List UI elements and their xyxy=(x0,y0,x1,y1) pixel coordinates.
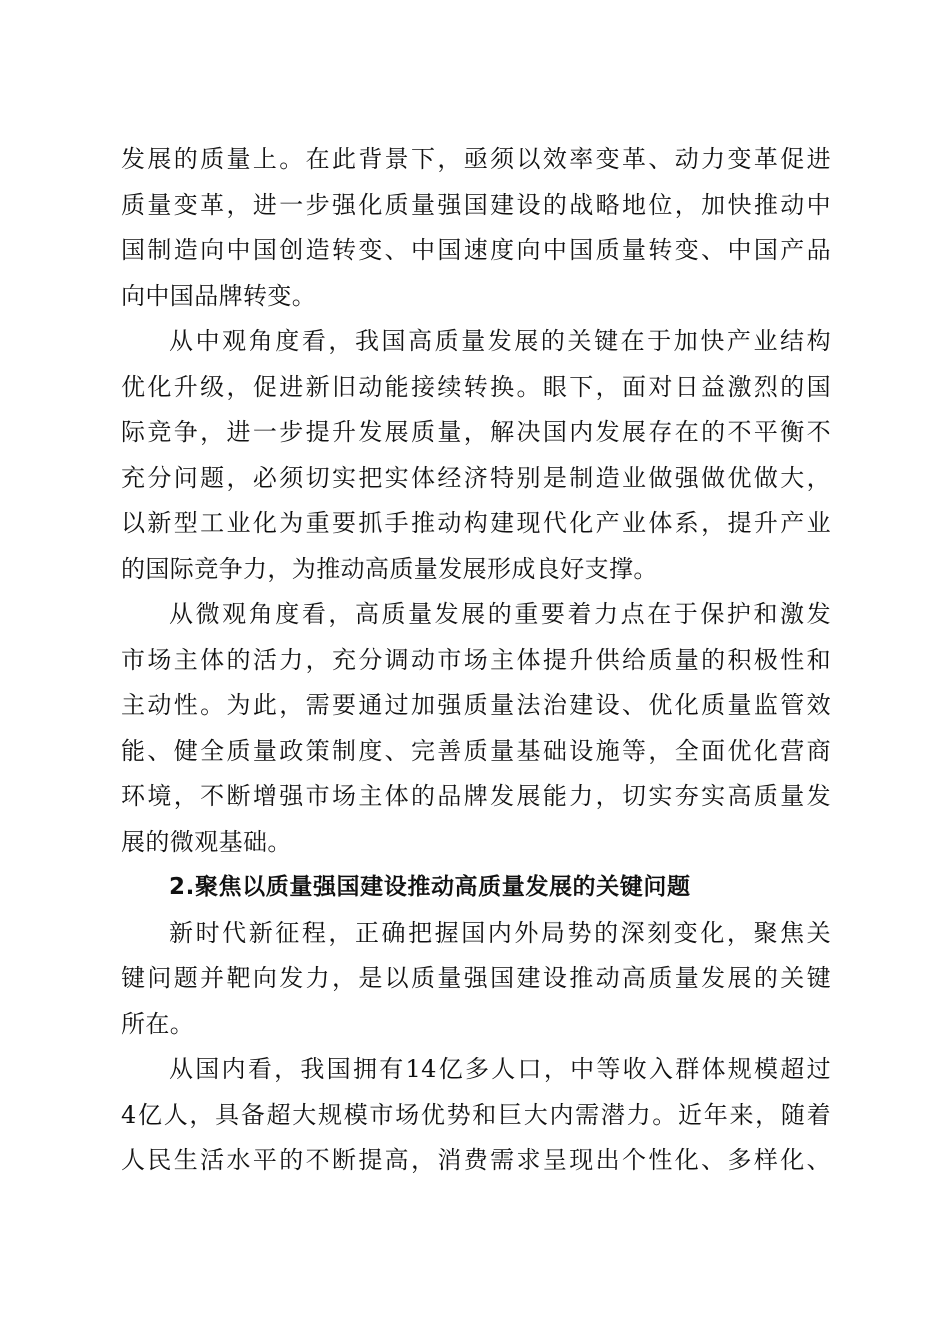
document-page xyxy=(121,137,831,1184)
text-line: 际竞争，进一步提升发展质量，解决国内发展存在的不平衡不 xyxy=(121,418,831,446)
paragraph xyxy=(121,592,831,865)
text-line: 新时代新征程，正确把握国内外局势的深刻变化，聚焦关 xyxy=(169,918,831,947)
text-line: 人民生活水平的不断提高，消费需求呈现出个性化、多样化、 xyxy=(121,1146,831,1174)
text-line: 键问题并靶向发力，是以质量强国建设推动高质量发展的关键 xyxy=(121,964,831,992)
paragraph xyxy=(121,911,831,1048)
text-line: 市场主体的活力，充分调动市场主体提升供给质量的积极性和 xyxy=(121,645,831,674)
text-line: 的国际竞争力，为推动高质量发展形成良好支撑。 xyxy=(121,554,658,583)
text-line: 从中观角度看，我国高质量发展的关键在于加快产业结构 xyxy=(169,327,831,355)
text-line: 环境，不断增强市场主体的品牌发展能力，切实夯实高质量发 xyxy=(121,782,831,810)
text-line: 国制造向中国创造转变、中国速度向中国质量转变、中国产品 xyxy=(121,236,831,264)
text-line: 从国内看，我国拥有14亿多人口，中等收入群体规模超过 xyxy=(169,1055,831,1083)
text-line: 发展的质量上。在此背景下，亟须以效率变革、动力变革促进 xyxy=(121,145,831,173)
text-line: 质量变革，进一步强化质量强国建设的战略地位，加快推动中 xyxy=(121,190,831,219)
text-line: 展的微观基础。 xyxy=(121,827,292,856)
text-line: 优化升级，促进新旧动能接续转换。眼下，面对日益激烈的国 xyxy=(121,372,831,401)
text-line: 以新型工业化为重要抓手推动构建现代化产业体系，提升产业 xyxy=(121,509,831,537)
paragraph xyxy=(121,319,831,592)
paragraph xyxy=(121,137,831,319)
text-line: 主动性。为此，需要通过加强质量法治建设、优化质量监管效 xyxy=(121,691,831,719)
text-line: 4亿人，具备超大规模市场优势和巨大内需潜力。近年来，随着 xyxy=(121,1100,831,1129)
text-line: 所在。 xyxy=(121,1009,195,1038)
text-line: 从微观角度看，高质量发展的重要着力点在于保护和激发 xyxy=(169,600,831,628)
section-heading: 2.聚焦以质量强国建设推动高质量发展的关键问题 xyxy=(169,874,691,900)
text-line: 能、健全质量政策制度、完善质量基础设施等，全面优化营商 xyxy=(121,736,831,765)
text-line: 充分问题，必须切实把实体经济特别是制造业做强做优做大， xyxy=(121,463,831,492)
paragraph xyxy=(121,1047,831,1184)
text-line: 向中国品牌转变。 xyxy=(121,281,317,310)
